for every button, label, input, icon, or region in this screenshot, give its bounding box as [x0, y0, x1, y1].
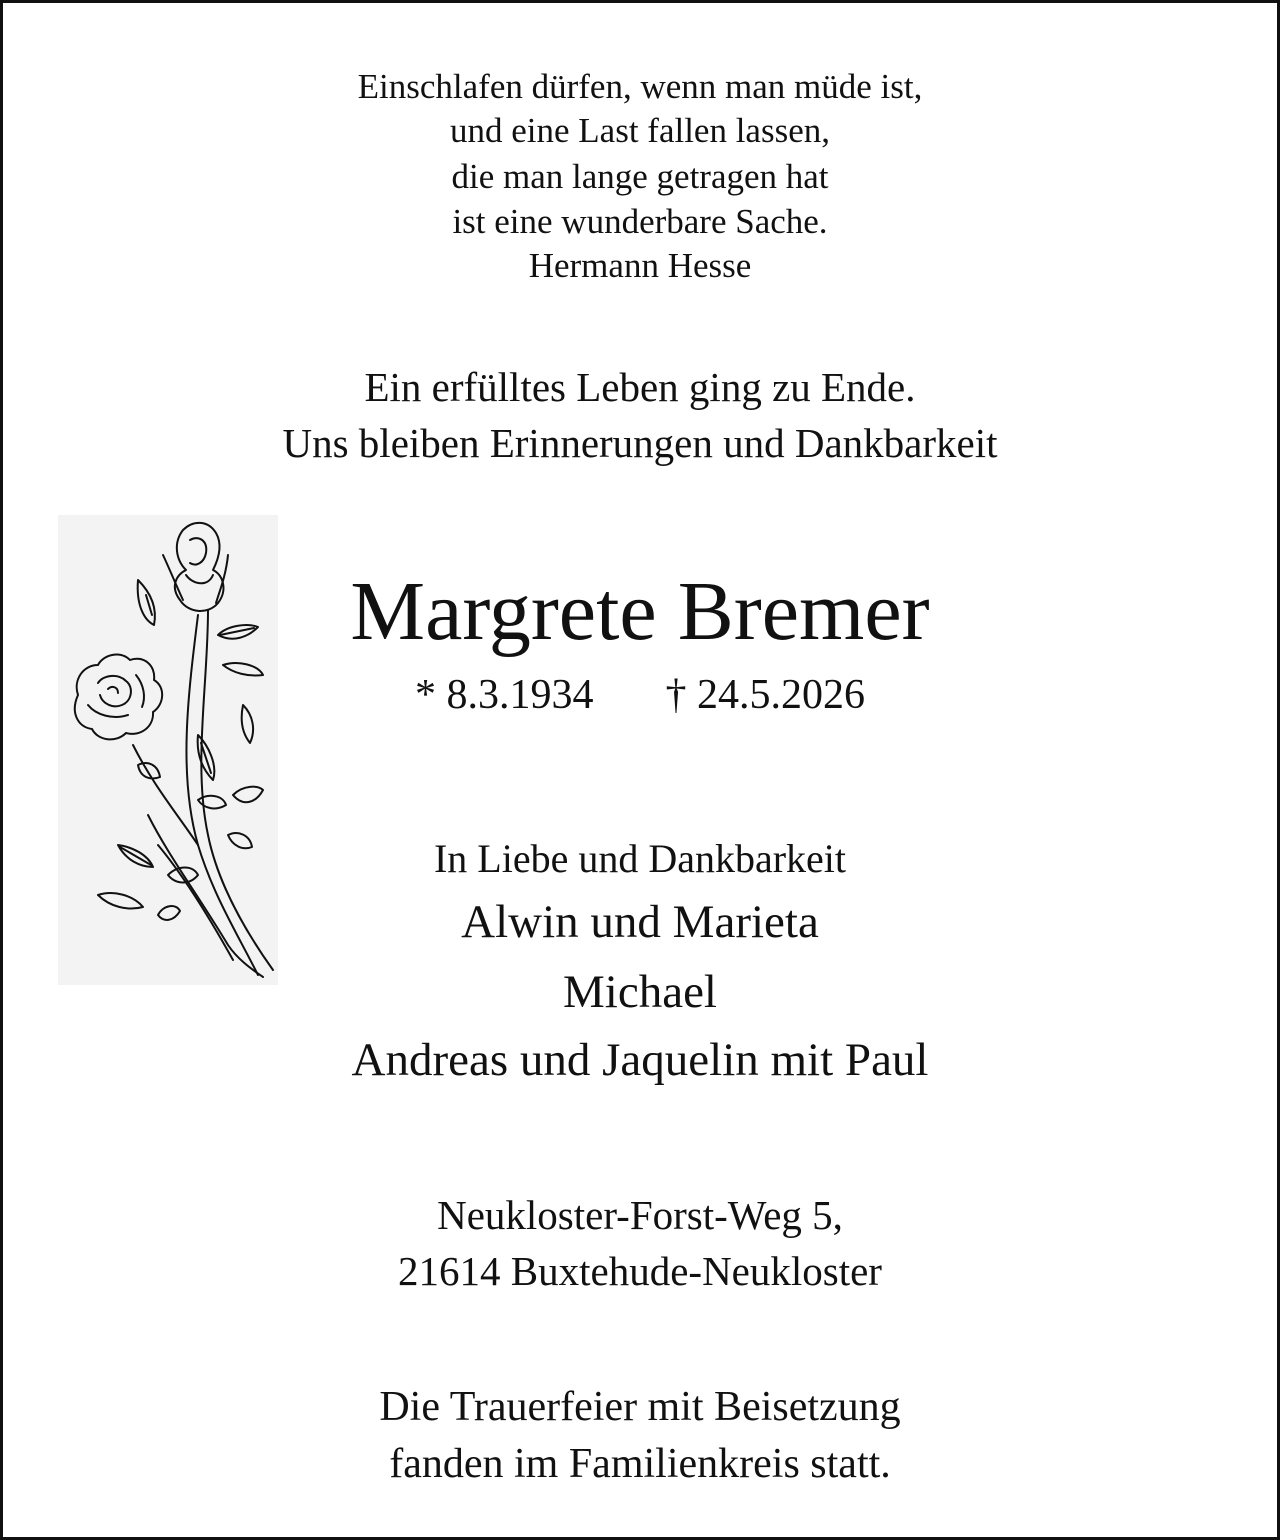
notice-line-1: Die Trauerfeier mit Beisetzung	[379, 1384, 901, 1430]
mourners-lead: In Liebe und Dankbarkeit	[433, 836, 847, 881]
address-line-1: Neukloster-Forst-Weg 5,	[437, 1192, 843, 1238]
deceased-name: Margrete Bremer	[350, 565, 930, 658]
birth-date: * 8.3.1934	[415, 672, 594, 718]
quote-line-2: und eine Last fallen lassen,	[449, 111, 830, 150]
intro-line-1: Ein erfülltes Leben ging zu Ende.	[364, 364, 916, 410]
quote-line-4: ist eine wunderbare Sache.	[452, 202, 828, 241]
notice-line-2: fanden im Familienkreis statt.	[389, 1441, 891, 1487]
quote-line-3: die man lange getragen hat	[451, 157, 829, 196]
quote-author: Hermann Hesse	[528, 246, 752, 285]
death-date: † 24.5.2026	[665, 672, 865, 718]
quote-line-1: Einschlafen dürfen, wenn man müde ist,	[357, 67, 923, 106]
mourner-name-1: Alwin und Marieta	[461, 896, 819, 948]
life-dates	[3, 674, 1277, 716]
mourner-name-2: Michael	[563, 966, 717, 1018]
address-line-2: 21614 Buxtehude-Neukloster	[398, 1248, 882, 1294]
mourner-name-3: Andreas und Jaquelin mit Paul	[351, 1034, 929, 1086]
intro-line-2: Uns bleiben Erinnerungen und Dankbarkeit	[282, 420, 998, 466]
